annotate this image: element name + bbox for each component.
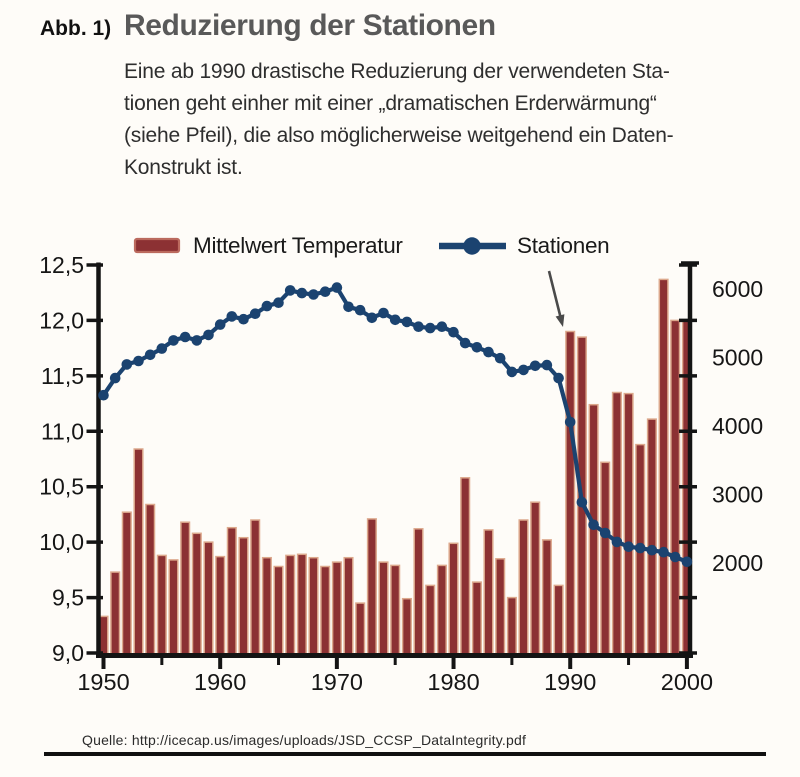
temperature-bar — [239, 538, 248, 657]
left-axis-label: 12,0 — [39, 307, 84, 334]
temperature-bar — [379, 562, 388, 656]
station-point — [110, 373, 121, 384]
left-axis-label: 11,5 — [40, 362, 84, 389]
temperature-bar — [228, 528, 237, 657]
bottom-divider — [44, 752, 766, 756]
station-point — [180, 332, 191, 343]
caption-line: (siehe Pfeil), die also möglicherweise weitgehend ein Daten- — [124, 124, 674, 147]
x-axis-label: 2000 — [660, 669, 714, 695]
temperature-bar — [613, 393, 622, 657]
temperature-bar — [473, 582, 482, 656]
station-point — [355, 305, 366, 316]
station-point — [518, 365, 529, 376]
temperature-bar — [193, 533, 202, 656]
temperature-bar — [251, 520, 260, 657]
station-point — [262, 301, 273, 312]
station-point — [437, 321, 448, 332]
station-point — [122, 359, 133, 370]
chart-legend — [135, 233, 609, 258]
caption-line: Eine ab 1990 drastische Reduzierung der verwendeten Sta- — [124, 60, 670, 83]
temperature-bar — [368, 519, 377, 657]
figure-title: Reduzierung der Stationen — [124, 9, 496, 42]
station-point — [670, 552, 681, 563]
legend-stations-label: Stationen — [517, 233, 610, 258]
stations-polyline — [104, 288, 687, 562]
figure-number: Abb. 1) — [40, 17, 112, 40]
station-point — [577, 497, 588, 508]
station-point — [98, 390, 109, 401]
station-point — [343, 302, 354, 313]
temperature-bar — [426, 585, 435, 656]
temperature-bar — [449, 543, 458, 656]
right-axis-label: 3000 — [712, 481, 764, 508]
station-point — [623, 541, 634, 552]
left-axis-label: 10,0 — [39, 529, 84, 556]
station-point — [367, 313, 378, 324]
station-point — [565, 417, 576, 428]
arrow-shaft — [549, 271, 561, 317]
station-point — [460, 338, 471, 349]
temperature-bar — [508, 598, 517, 657]
x-axis-label: 1970 — [310, 669, 364, 695]
temperature-bar — [298, 554, 307, 656]
temperature-bar — [169, 560, 178, 657]
temperature-bar — [438, 565, 447, 656]
temperature-bar — [648, 419, 657, 656]
right-axis-label: 5000 — [712, 344, 764, 371]
station-point — [483, 347, 494, 358]
legend-temperature-label: Mittelwert Temperatur — [193, 233, 403, 258]
station-point — [647, 545, 658, 556]
temperature-bar — [333, 562, 342, 656]
station-point — [238, 314, 249, 325]
caption-line: Konstrukt ist. — [124, 156, 243, 179]
x-axis-label: 1950 — [77, 669, 130, 695]
temperature-bar — [321, 567, 330, 657]
temperature-bar — [146, 505, 155, 657]
station-point — [635, 543, 646, 554]
temperature-bar — [123, 512, 132, 656]
station-point — [425, 323, 436, 334]
temperature-bar — [461, 478, 470, 657]
station-point — [157, 343, 168, 354]
x-axis-label: 1980 — [427, 669, 480, 695]
temperature-bar — [519, 520, 528, 657]
station-point — [332, 282, 343, 293]
temperature-bar — [554, 585, 563, 656]
temperature-bar — [286, 555, 295, 656]
station-point — [553, 373, 564, 384]
left-axis-label: 11,0 — [40, 418, 84, 445]
station-point — [542, 360, 553, 371]
station-point — [250, 308, 261, 319]
x-axis-label: 1990 — [544, 669, 597, 695]
temperature-bar — [543, 540, 552, 657]
station-point — [413, 321, 424, 332]
temperature-bar — [531, 502, 540, 656]
station-point — [390, 315, 401, 326]
station-point — [472, 342, 483, 353]
temperature-bar — [484, 530, 493, 657]
station-point — [227, 311, 238, 322]
station-point — [682, 557, 693, 568]
temperature-bar — [344, 558, 353, 657]
station-point — [588, 520, 599, 531]
temperature-bar — [216, 557, 225, 657]
caption-line: tionen geht einher mit einer „dramatischen Erderwärmung“ — [124, 92, 657, 115]
right-axis-label: 4000 — [712, 413, 764, 440]
temperature-bar — [263, 558, 272, 657]
temperature-bar — [204, 542, 213, 656]
station-point — [297, 288, 308, 299]
temperature-bar — [158, 555, 167, 656]
station-point — [448, 327, 459, 338]
temperature-bar — [671, 320, 680, 656]
left-axis-label: 10,5 — [39, 473, 84, 500]
left-axis-label: 9,0 — [52, 640, 84, 666]
temperature-bar — [659, 279, 668, 656]
x-axis-label: 1960 — [194, 669, 247, 695]
temperature-bar — [274, 567, 283, 657]
legend-stations-marker — [463, 237, 480, 254]
station-point — [320, 286, 331, 297]
station-point — [495, 353, 506, 364]
station-point — [215, 319, 226, 330]
legend-temperature-swatch — [135, 239, 179, 252]
temperature-bar — [496, 559, 505, 657]
temperature-bar — [589, 405, 598, 657]
left-axis-label: 9,5 — [52, 584, 84, 611]
temperature-bar — [414, 529, 423, 657]
temperature-bar — [181, 522, 190, 656]
station-point — [203, 330, 214, 341]
station-point — [168, 335, 179, 346]
left-axis-label: 12,5 — [39, 252, 84, 278]
temperature-bar — [134, 449, 143, 657]
temperature-bar — [403, 599, 412, 657]
station-point — [285, 285, 296, 296]
station-point — [658, 547, 669, 558]
right-axis-label: 2000 — [712, 550, 764, 577]
source-citation: Quelle: http://icecap.us/images/uploads/JSD_CCSP_DataIntegrity.pdf — [82, 732, 527, 748]
station-point — [192, 335, 203, 346]
station-point — [600, 528, 611, 539]
station-point — [402, 317, 413, 328]
right-axis-label: 6000 — [712, 275, 764, 302]
temperature-bar — [356, 603, 365, 656]
annotation-arrow — [549, 271, 564, 327]
temperature-bar — [624, 394, 633, 657]
station-point — [273, 297, 284, 308]
temperature-bar — [601, 462, 610, 656]
station-point — [308, 289, 319, 300]
temperature-bar — [391, 565, 400, 656]
station-point — [378, 308, 389, 319]
arrow-head — [556, 314, 565, 327]
station-point — [145, 350, 156, 361]
station-point — [612, 537, 623, 548]
station-point — [133, 356, 144, 367]
temperature-bar — [309, 558, 318, 657]
station-point — [530, 361, 541, 372]
temperature-bar — [111, 572, 120, 656]
temperature-bar — [566, 332, 575, 657]
station-point — [507, 367, 518, 378]
